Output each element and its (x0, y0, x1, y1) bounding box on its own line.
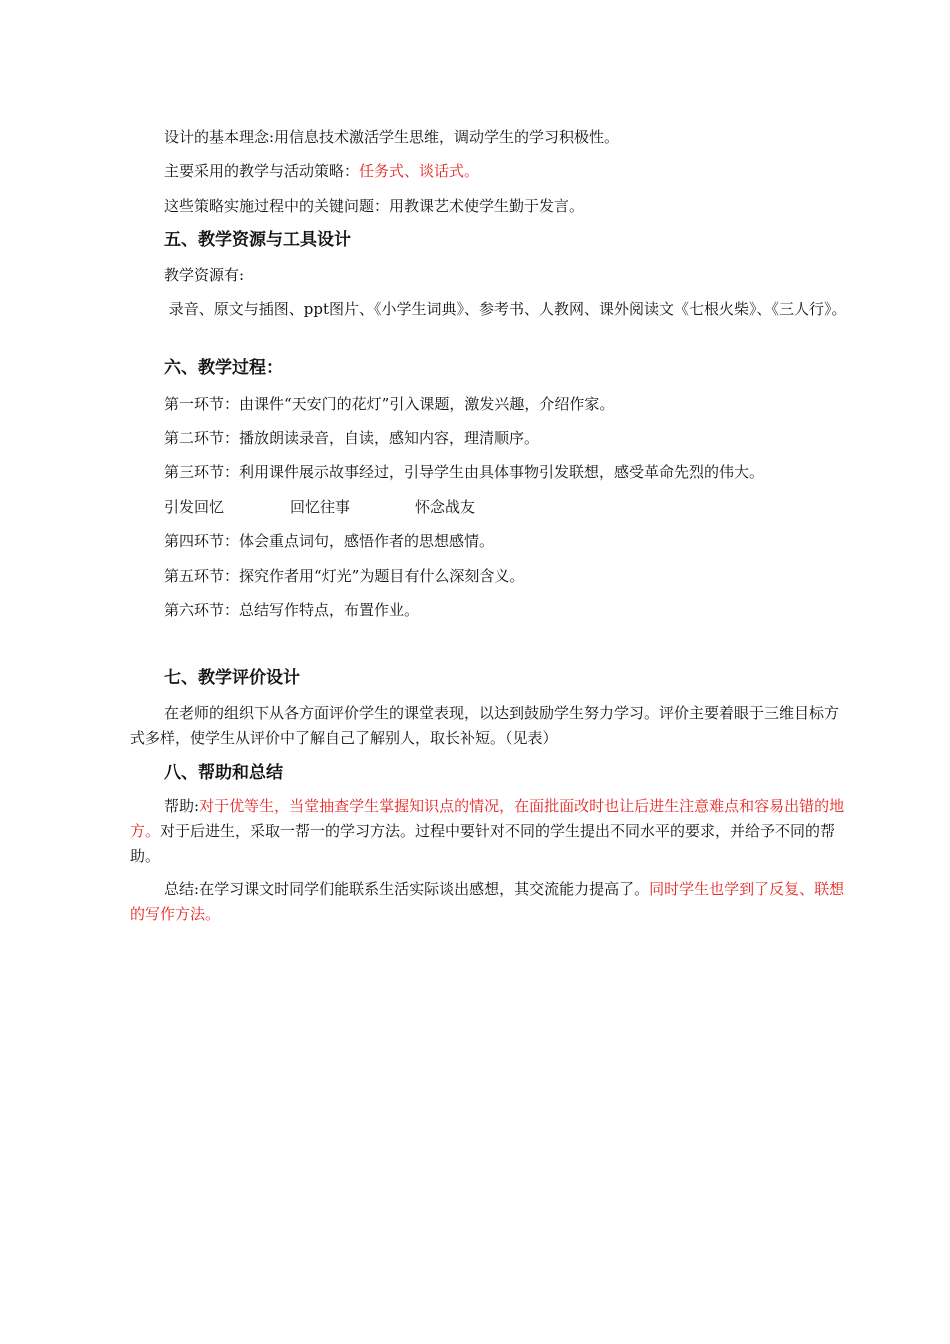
summary-text: 在学习课文时同学们能联系生活实际谈出感想，其交流能力提高了。 (199, 880, 650, 898)
help-text: 对于后进生，采取一帮一的学习方法。过程中要针对不同的学生提出不同水平的要求，并给予不同的帮助。 (130, 822, 836, 865)
strategy-highlight: 任务式、谈话式。 (359, 162, 480, 180)
resources-text: 录音、原文与插图、ppt图片、《小学生词典》、参考书、人教网、课外阅读文《七根火柴》、《三人行》。 (164, 300, 847, 318)
design-concept-line: 设计的基本理念:用信息技术激活学生思维，调动学生的学习积极性。 (164, 128, 620, 146)
evaluation-text: 在老师的组织下从各方面评价学生的课堂表现，以达到鼓励学生努力学习。评价主要着眼于三维目标方式多样，使学生从评价中了解自己了解别人，取长补短。（见表） (130, 704, 840, 747)
step-6: 第六环节：总结写作特点，布置作业。 (164, 601, 420, 619)
strategy-label: 主要采用的教学与活动策略： (164, 162, 360, 180)
section-heading-7: 七、教学评价设计 (164, 668, 300, 688)
help-paragraph (130, 794, 850, 869)
resources-label: 教学资源有: (164, 266, 245, 284)
sequence-word-2: 回忆往事 (290, 498, 351, 516)
step-2: 第二环节：播放朗读录音，自读，感知内容，理清顺序。 (164, 429, 540, 447)
resources-list (130, 297, 850, 322)
evaluation-paragraph (130, 701, 850, 751)
sequence-word-1: 引发回忆 (164, 498, 225, 516)
summary-label: 总结: (164, 880, 200, 898)
section-heading-6: 六、教学过程： (164, 358, 283, 378)
help-label: 帮助: (164, 797, 200, 815)
step-3: 第三环节：利用课件展示故事经过，引导学生由具体事物引发联想，感受革命先烈的伟大。 (164, 463, 765, 481)
step-1: 第一环节：由课件“天安门的花灯”引入课题，激发兴趣，介绍作家。 (164, 395, 615, 413)
step-4: 第四环节：体会重点词句，感悟作者的思想感情。 (164, 532, 495, 550)
sequence-word-3: 怀念战友 (415, 498, 476, 516)
summary-highlight: 同时学生也学到了反复、联想的写作方法。 (130, 880, 845, 923)
section-heading-8: 八、帮助和总结 (164, 763, 283, 783)
section-heading-5: 五、教学资源与工具设计 (164, 230, 351, 250)
strategy-line (164, 161, 479, 181)
memory-sequence (164, 497, 475, 517)
help-highlight: 对于优等生，当堂抽查学生掌握知识点的情况，在面批面改时也让后进生注意难点和容易出错的地方。 (130, 797, 845, 840)
summary-paragraph (130, 877, 850, 927)
key-issue-line: 这些策略实施过程中的关键问题：用教课艺术使学生勤于发言。 (164, 197, 585, 215)
step-5: 第五环节：探究作者用“灯光”为题目有什么深刻含义。 (164, 567, 525, 585)
